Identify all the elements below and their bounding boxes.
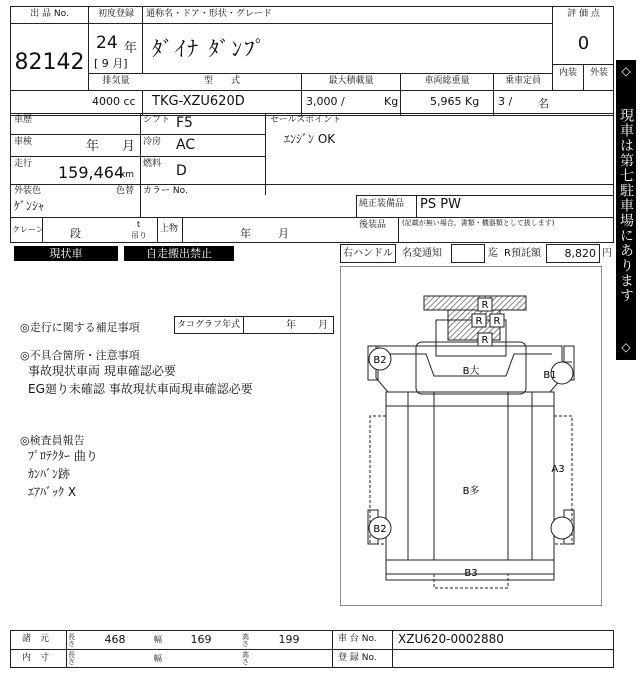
upper-year: 年 <box>240 227 251 240</box>
ext-color-label: 外装色 <box>14 186 42 196</box>
divider <box>416 195 417 217</box>
divider <box>10 156 265 157</box>
mileage-unit: km <box>120 170 134 180</box>
yen-unit: 円 <box>602 248 612 259</box>
divider <box>182 217 183 243</box>
height-label: 高さ <box>242 633 249 648</box>
damage-mark: R <box>493 316 501 327</box>
tacho-month: 月 <box>318 320 328 331</box>
registration-label: 登 録 No. <box>338 653 377 663</box>
defect-line: EG廻り未確認 事故現状車両現車確認必要 <box>28 382 253 396</box>
score-label: 評 価 点 <box>567 9 600 19</box>
recycle-label: 迄 <box>488 248 498 259</box>
supplement-title: ◎走行に関する補足事項 <box>20 321 140 334</box>
equipment-value: PS PW <box>420 197 461 212</box>
displacement-label: 排気量 <box>102 76 130 86</box>
crane-label: クレーン <box>12 225 44 234</box>
divider <box>493 73 494 116</box>
mileage-value: 159,464 <box>58 163 125 182</box>
shaken-year: 年 <box>86 139 100 154</box>
divider <box>243 316 244 334</box>
shaken-label: 車検 <box>14 137 33 147</box>
year-unit: 年 <box>124 41 138 56</box>
load-unit: Kg <box>384 95 399 108</box>
inspector-title: ◎検査員報告 <box>20 434 85 447</box>
divider <box>10 90 614 91</box>
divider <box>10 134 265 135</box>
recycle-deposit-value: 8,820 <box>564 247 596 260</box>
car-name: ﾀﾞｲﾅ ﾀﾞﾝﾌﾟ <box>152 37 268 61</box>
damage-mark: R <box>475 316 483 327</box>
height-value: 199 <box>278 633 300 646</box>
ext-color-value: ｹﾞﾝｼｬ <box>14 199 45 213</box>
dimensions-label: 内 寸 <box>22 653 50 663</box>
length-value: 468 <box>104 633 126 646</box>
recycle-deposit-label: R預託額 <box>504 248 541 259</box>
capacity-label: 乗車定員 <box>504 76 541 86</box>
shift-label: シフト <box>143 115 171 125</box>
tacho-year: 年 <box>286 320 296 331</box>
upper-label: 上物 <box>160 224 179 234</box>
length-label: 長さ <box>68 633 75 648</box>
aftermarket-note: (記載が無い場合、書類・機器類として扱します) <box>402 219 555 227</box>
damage-mark: R <box>481 300 489 311</box>
aftermarket-label: 後装品 <box>359 220 387 230</box>
divider <box>10 184 614 185</box>
defect-line: 事故現状車両 現車確認必要 <box>28 364 176 378</box>
crane-hoist: 吊り <box>131 231 147 240</box>
gross-label: 車両総重量 <box>424 76 470 86</box>
crane-stage: 段 <box>70 227 81 240</box>
damage-mark: A3 <box>551 464 565 475</box>
divider <box>356 195 614 196</box>
shift-value: F5 <box>176 115 193 131</box>
damage-mark: R <box>481 335 489 346</box>
side-banner-text: 現車は第七駐車場にあります <box>618 108 634 303</box>
first-reg-month: [ 9 月] <box>94 57 128 70</box>
sales-point-label: セールスポイント <box>270 115 342 125</box>
damage-mark: B大 <box>462 366 480 377</box>
mileage-label: 走行 <box>14 159 33 169</box>
divider <box>332 630 333 668</box>
divider <box>356 195 357 217</box>
score-value: 0 <box>577 33 590 54</box>
ac-label: 冷房 <box>143 137 162 147</box>
exterior-label: 外装 <box>589 68 608 78</box>
capacity-value: 3 / <box>498 95 513 108</box>
name-change-label: 名変通知 <box>402 248 442 259</box>
gross-value: 5,965 Kg <box>430 95 480 108</box>
truck-damage-diagram <box>340 266 602 606</box>
inner-width-label: 幅 <box>154 654 162 663</box>
inner-length-label: 長さ <box>68 651 75 666</box>
divider <box>89 23 552 24</box>
divider <box>157 217 158 243</box>
divider <box>392 630 393 668</box>
divider <box>265 113 266 195</box>
inspector-line: ｶﾝﾊﾞﾝ跡 <box>28 467 71 481</box>
diamond-icon: ◇ <box>621 64 631 78</box>
capacity-unit: 名 <box>538 97 549 110</box>
divider <box>66 630 67 668</box>
steering-value: 右ハンドル <box>343 248 393 259</box>
self-drive-prohibited-badge: 自走搬出禁止 <box>124 246 234 261</box>
divider <box>400 73 401 116</box>
shaken-month: 月 <box>122 139 136 154</box>
name-label: 通称名・ドア・形状・グレード <box>146 9 272 19</box>
divider <box>301 73 302 116</box>
divider <box>89 73 552 74</box>
ac-value: AC <box>176 137 196 153</box>
name-change-box <box>451 244 485 263</box>
fuel-value: D <box>176 163 187 179</box>
model-label: 型 式 <box>203 76 240 86</box>
chassis-label: 車 台 No. <box>338 634 377 644</box>
lot-label: 出 品 No. <box>30 9 69 19</box>
interior-label: 内装 <box>558 68 577 78</box>
damage-mark: B1 <box>543 370 557 381</box>
displacement-value: 4000 cc <box>92 95 136 108</box>
current-car-badge: 現状車 <box>14 246 118 261</box>
lot-number: 82142 <box>14 50 85 75</box>
history-label: 車歴 <box>14 115 33 125</box>
sales-point-value: ｴﾝｼﾞﾝ OK <box>284 132 336 146</box>
inspector-line: ｴｱﾊﾞｯｸ X <box>28 485 77 499</box>
crane-t: t <box>137 220 141 229</box>
divider <box>10 649 614 650</box>
inner-height-label: 高さ <box>242 651 249 666</box>
damage-mark: B多 <box>462 486 480 497</box>
width-label: 幅 <box>154 635 162 644</box>
damage-mark: B2 <box>373 524 387 535</box>
chassis-value: XZU620-0002880 <box>398 632 504 646</box>
fuel-label: 燃料 <box>143 159 162 169</box>
damage-mark: B2 <box>373 355 387 366</box>
upper-month: 月 <box>278 227 289 240</box>
load-value: 3,000 / <box>306 95 345 108</box>
diamond-icon: ◇ <box>621 340 631 354</box>
divider <box>142 6 143 73</box>
color-no-label: カラー No. <box>143 186 188 196</box>
defect-title: ◎不具合箇所・注意事項 <box>20 349 140 362</box>
equipment-label: 純正装備品 <box>359 199 405 209</box>
color-change-label: 色替 <box>116 186 135 196</box>
inspector-line: ﾌﾟﾛﾃｸﾀｰ 曲り <box>28 449 98 463</box>
load-label: 最大積載量 <box>328 76 374 86</box>
divider <box>10 23 89 24</box>
divider <box>398 217 399 243</box>
divider <box>140 113 141 217</box>
model-value: TKG-XZU620D <box>152 94 245 109</box>
tacho-label: タコグラフ年式 <box>177 320 241 330</box>
spec-label: 諸 元 <box>22 634 50 644</box>
first-reg-year: 24 <box>96 33 118 53</box>
width-value: 169 <box>190 633 212 646</box>
damage-mark: B3 <box>464 568 478 579</box>
first-reg-label: 初度登録 <box>97 9 134 19</box>
